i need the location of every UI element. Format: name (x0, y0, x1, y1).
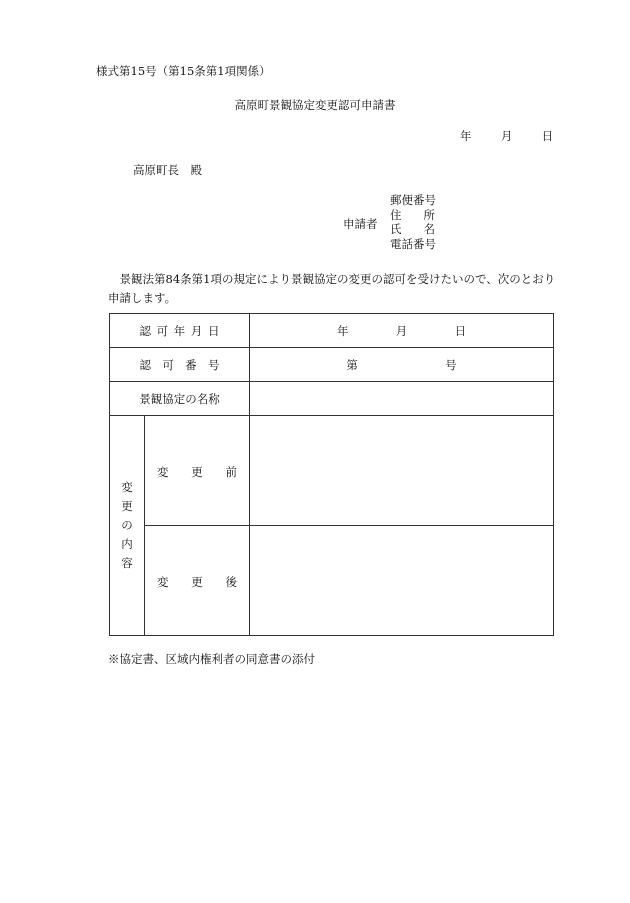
change-after-row (110, 526, 554, 636)
form-number: 様式第15号（第15条第1項関係） (96, 64, 271, 78)
approval-number-prefix: 第 (346, 357, 358, 372)
change-before-row (110, 416, 554, 526)
agreement-name-value-cell (250, 382, 554, 416)
approval-number-label-cell (110, 348, 250, 382)
date-month: 月 (500, 129, 513, 143)
date-line (460, 128, 553, 144)
address-label: 住所 (390, 207, 435, 222)
document-title: 高原町景観協定変更認可申請書 (234, 98, 396, 112)
addressee: 高原町長 殿 (133, 163, 202, 177)
approval-date-row (110, 314, 554, 348)
approval-date-label: 認可年月日 (139, 323, 220, 338)
before-value-cell (250, 416, 554, 526)
before-label: 変更前 (157, 465, 237, 479)
approval-date-label-cell (110, 314, 250, 348)
change-content-label: 変 更 の 内 容 (110, 416, 145, 636)
application-table (109, 313, 554, 636)
after-value-cell (250, 526, 554, 636)
date-year: 年 (460, 129, 472, 143)
after-label: 変更後 (157, 575, 237, 589)
after-label-cell (145, 526, 250, 636)
agreement-name-row (110, 382, 554, 416)
approval-date-year: 年 (336, 323, 349, 338)
application-statement: 景観法第84条第1項の規定により景観協定の変更の認可を受けたいので、次のとおり申請します。 (108, 272, 556, 305)
approval-date-value-cell (250, 314, 554, 348)
approval-number-value-cell (250, 348, 554, 382)
name-label: 氏名 (390, 222, 435, 236)
applicant-label: 申請者 (343, 217, 378, 231)
agreement-name-label-cell (110, 382, 250, 416)
attachment-note: ※協定書、区域内権利者の同意書の添付 (108, 652, 315, 666)
postal-code-label: 郵便番号 (390, 193, 436, 207)
approval-date-day: 日 (454, 323, 467, 338)
applicant-fields (390, 193, 435, 251)
date-day: 日 (541, 129, 554, 143)
approval-date-month: 月 (395, 323, 408, 338)
approval-number-label: 認可番号 (139, 357, 220, 372)
before-label-cell (145, 416, 250, 526)
agreement-name-label: 景観協定の名称 (139, 391, 220, 406)
approval-number-suffix: 号 (445, 357, 457, 372)
phone-label: 電話番号 (390, 236, 436, 251)
approval-number-row (110, 348, 554, 382)
